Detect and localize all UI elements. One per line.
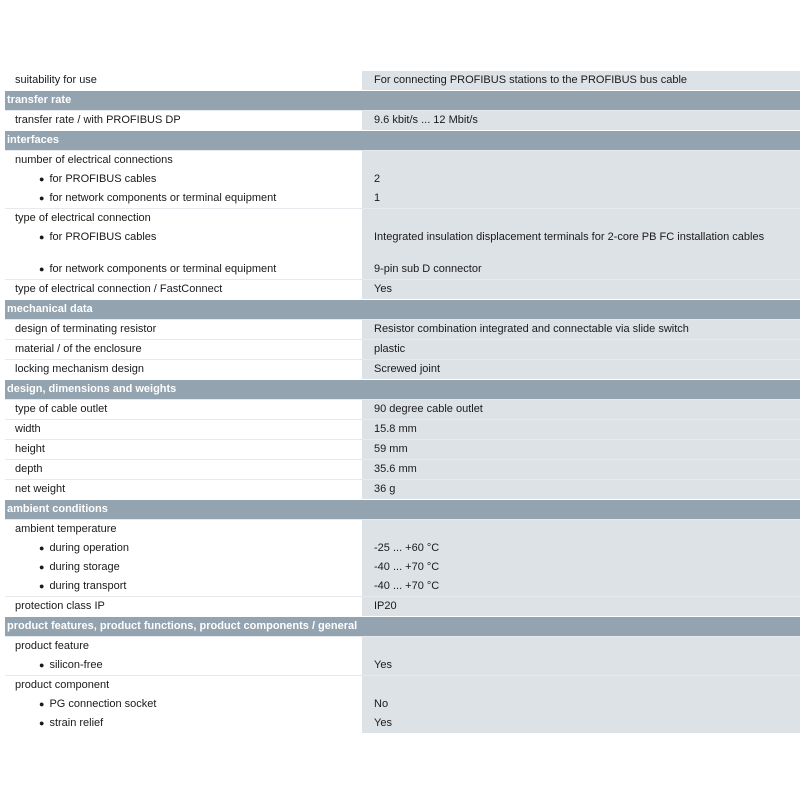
bullet-icon: ● <box>39 562 45 572</box>
value-column <box>362 400 800 419</box>
spec-label-text: during storage <box>49 561 120 573</box>
spec-label-text: suitability for use <box>15 74 97 86</box>
label-column <box>5 400 362 419</box>
label-column <box>5 420 362 439</box>
spec-label-text: for network components or terminal equipment <box>49 263 277 275</box>
bullet-icon: ● <box>39 174 45 184</box>
spec-label <box>15 280 362 299</box>
spec-row-group <box>5 479 800 499</box>
spec-value <box>374 209 800 228</box>
spec-row-group <box>5 339 800 359</box>
bullet-icon: ● <box>39 193 45 203</box>
spec-value <box>374 637 800 656</box>
spec-label <box>15 189 362 208</box>
spec-label <box>15 480 362 499</box>
section-header: ambient conditions <box>5 499 800 519</box>
spec-value: 35.6 mm <box>374 463 417 475</box>
bullet-icon: ● <box>39 660 45 670</box>
spec-label-text: for PROFIBUS cables <box>49 173 157 185</box>
spec-label-text: width <box>15 423 41 435</box>
value-column <box>362 209 800 279</box>
section-header: mechanical data <box>5 299 800 319</box>
label-column <box>5 209 362 279</box>
label-column <box>5 480 362 499</box>
spec-value: 1 <box>374 192 381 204</box>
spec-value: No <box>374 698 389 710</box>
bullet-icon: ● <box>39 232 45 242</box>
spec-label <box>15 676 362 695</box>
bullet-icon: ● <box>39 581 45 591</box>
spec-label <box>15 637 362 656</box>
spec-label <box>15 656 362 675</box>
bullet-icon: ● <box>39 718 45 728</box>
spec-label-text: product feature <box>15 640 89 652</box>
value-column <box>362 460 800 479</box>
spec-label <box>15 420 362 439</box>
spec-label-text: net weight <box>15 483 66 495</box>
value-column <box>362 111 800 130</box>
spec-label <box>15 460 362 479</box>
spec-label <box>15 558 362 577</box>
label-column <box>5 520 362 596</box>
section-header: design, dimensions and weights <box>5 379 800 399</box>
spec-label-text: height <box>15 443 45 455</box>
spec-row-group <box>5 519 800 596</box>
spec-value: 90 degree cable outlet <box>374 403 483 415</box>
bullet-icon: ● <box>39 699 45 709</box>
spec-label <box>15 151 362 170</box>
spec-label-text: during operation <box>49 542 129 554</box>
spec-value <box>374 520 800 539</box>
spec-label <box>15 360 362 379</box>
spec-label <box>15 340 362 359</box>
spec-label <box>15 71 362 90</box>
section-header: product features, product functions, product components / general <box>5 616 800 636</box>
spec-row-group <box>5 71 800 90</box>
spec-row-group <box>5 596 800 616</box>
spec-label <box>15 714 362 733</box>
spec-label-text: locking mechanism design <box>15 363 145 375</box>
spec-value: Integrated insulation displacement terminals for 2-core PB FC installation cables <box>374 231 765 243</box>
spec-value <box>374 151 800 170</box>
spec-label <box>15 577 362 596</box>
spec-label-text: type of electrical connection / FastConnect <box>15 283 223 295</box>
spec-row-group <box>5 419 800 439</box>
label-column <box>5 597 362 616</box>
label-column <box>5 71 362 90</box>
spec-label <box>15 520 362 539</box>
spec-row-group <box>5 150 800 208</box>
spec-value: 36 g <box>374 483 396 495</box>
label-column <box>5 340 362 359</box>
spec-label-text: ambient temperature <box>15 523 117 535</box>
spec-row-group <box>5 110 800 130</box>
spec-value: Screwed joint <box>374 363 441 375</box>
value-column <box>362 440 800 459</box>
spec-label <box>15 440 362 459</box>
spec-label-text: silicon-free <box>49 659 103 671</box>
label-column <box>5 440 362 459</box>
label-column <box>5 676 362 733</box>
spec-row-group <box>5 208 800 279</box>
spec-row-group <box>5 439 800 459</box>
spec-label-text: transfer rate / with PROFIBUS DP <box>15 114 181 126</box>
spec-label-text: for network components or terminal equipment <box>49 192 277 204</box>
spec-value: 9-pin sub D connector <box>374 263 482 275</box>
label-column <box>5 637 362 675</box>
value-column <box>362 420 800 439</box>
value-column <box>362 71 800 90</box>
spec-row-group <box>5 459 800 479</box>
spec-label <box>15 209 362 228</box>
spec-row-group <box>5 359 800 379</box>
spec-label-text: depth <box>15 463 43 475</box>
label-column <box>5 280 362 299</box>
bullet-icon: ● <box>39 543 45 553</box>
spec-row-group <box>5 675 800 733</box>
spec-row-group <box>5 636 800 675</box>
spec-label-text: material / of the enclosure <box>15 343 142 355</box>
spec-label <box>15 111 362 130</box>
label-column <box>5 151 362 208</box>
spec-label-text: type of electrical connection <box>15 212 151 224</box>
value-column <box>362 320 800 339</box>
spec-label <box>15 539 362 558</box>
value-column <box>362 340 800 359</box>
section-header: interfaces <box>5 130 800 150</box>
spec-value: 15.8 mm <box>374 423 417 435</box>
spec-label-text: PG connection socket <box>49 698 157 710</box>
spec-value: For connecting PROFIBUS stations to the PROFIBUS bus cable <box>374 74 688 86</box>
spec-label-text: design of terminating resistor <box>15 323 157 335</box>
spec-value: plastic <box>374 343 406 355</box>
spec-label-text: type of cable outlet <box>15 403 108 415</box>
spec-value: Yes <box>374 659 392 671</box>
spec-value: Yes <box>374 717 392 729</box>
spec-label <box>15 170 362 189</box>
spec-value: IP20 <box>374 600 397 612</box>
label-column <box>5 320 362 339</box>
value-column <box>362 637 800 675</box>
spec-label-text: product component <box>15 679 110 691</box>
spec-row-group <box>5 399 800 419</box>
spec-value: Yes <box>374 283 392 295</box>
value-column <box>362 480 800 499</box>
spec-value: 2 <box>374 173 381 185</box>
value-column <box>362 151 800 208</box>
spec-label-text: for PROFIBUS cables <box>49 231 157 243</box>
spec-row-group <box>5 279 800 299</box>
section-header: transfer rate <box>5 90 800 110</box>
value-column <box>362 597 800 616</box>
spec-label-text: number of electrical connections <box>15 154 173 166</box>
spec-value: 9.6 kbit/s ... 12 Mbit/s <box>374 114 478 126</box>
bullet-icon: ● <box>39 264 45 274</box>
spec-label <box>15 320 362 339</box>
value-column <box>362 360 800 379</box>
spec-label <box>15 400 362 419</box>
value-column <box>362 520 800 596</box>
value-column <box>362 676 800 733</box>
value-column <box>362 280 800 299</box>
spec-label-text: strain relief <box>49 717 104 729</box>
spec-row-group <box>5 319 800 339</box>
spec-label <box>15 260 362 279</box>
spec-label <box>15 228 362 260</box>
label-column <box>5 111 362 130</box>
spec-label <box>15 597 362 616</box>
label-column <box>5 460 362 479</box>
spec-label <box>15 695 362 714</box>
spec-value: Resistor combination integrated and connectable via slide switch <box>374 323 689 335</box>
spec-value: 59 mm <box>374 443 408 455</box>
spec-value: -40 ... +70 °C <box>374 580 440 592</box>
spec-value: -25 ... +60 °C <box>374 542 440 554</box>
spec-label-text: during transport <box>49 580 127 592</box>
spec-value: -40 ... +70 °C <box>374 561 440 573</box>
label-column <box>5 360 362 379</box>
spec-label-text: protection class IP <box>15 600 105 612</box>
spec-sheet <box>5 71 800 733</box>
spec-value <box>374 676 800 695</box>
